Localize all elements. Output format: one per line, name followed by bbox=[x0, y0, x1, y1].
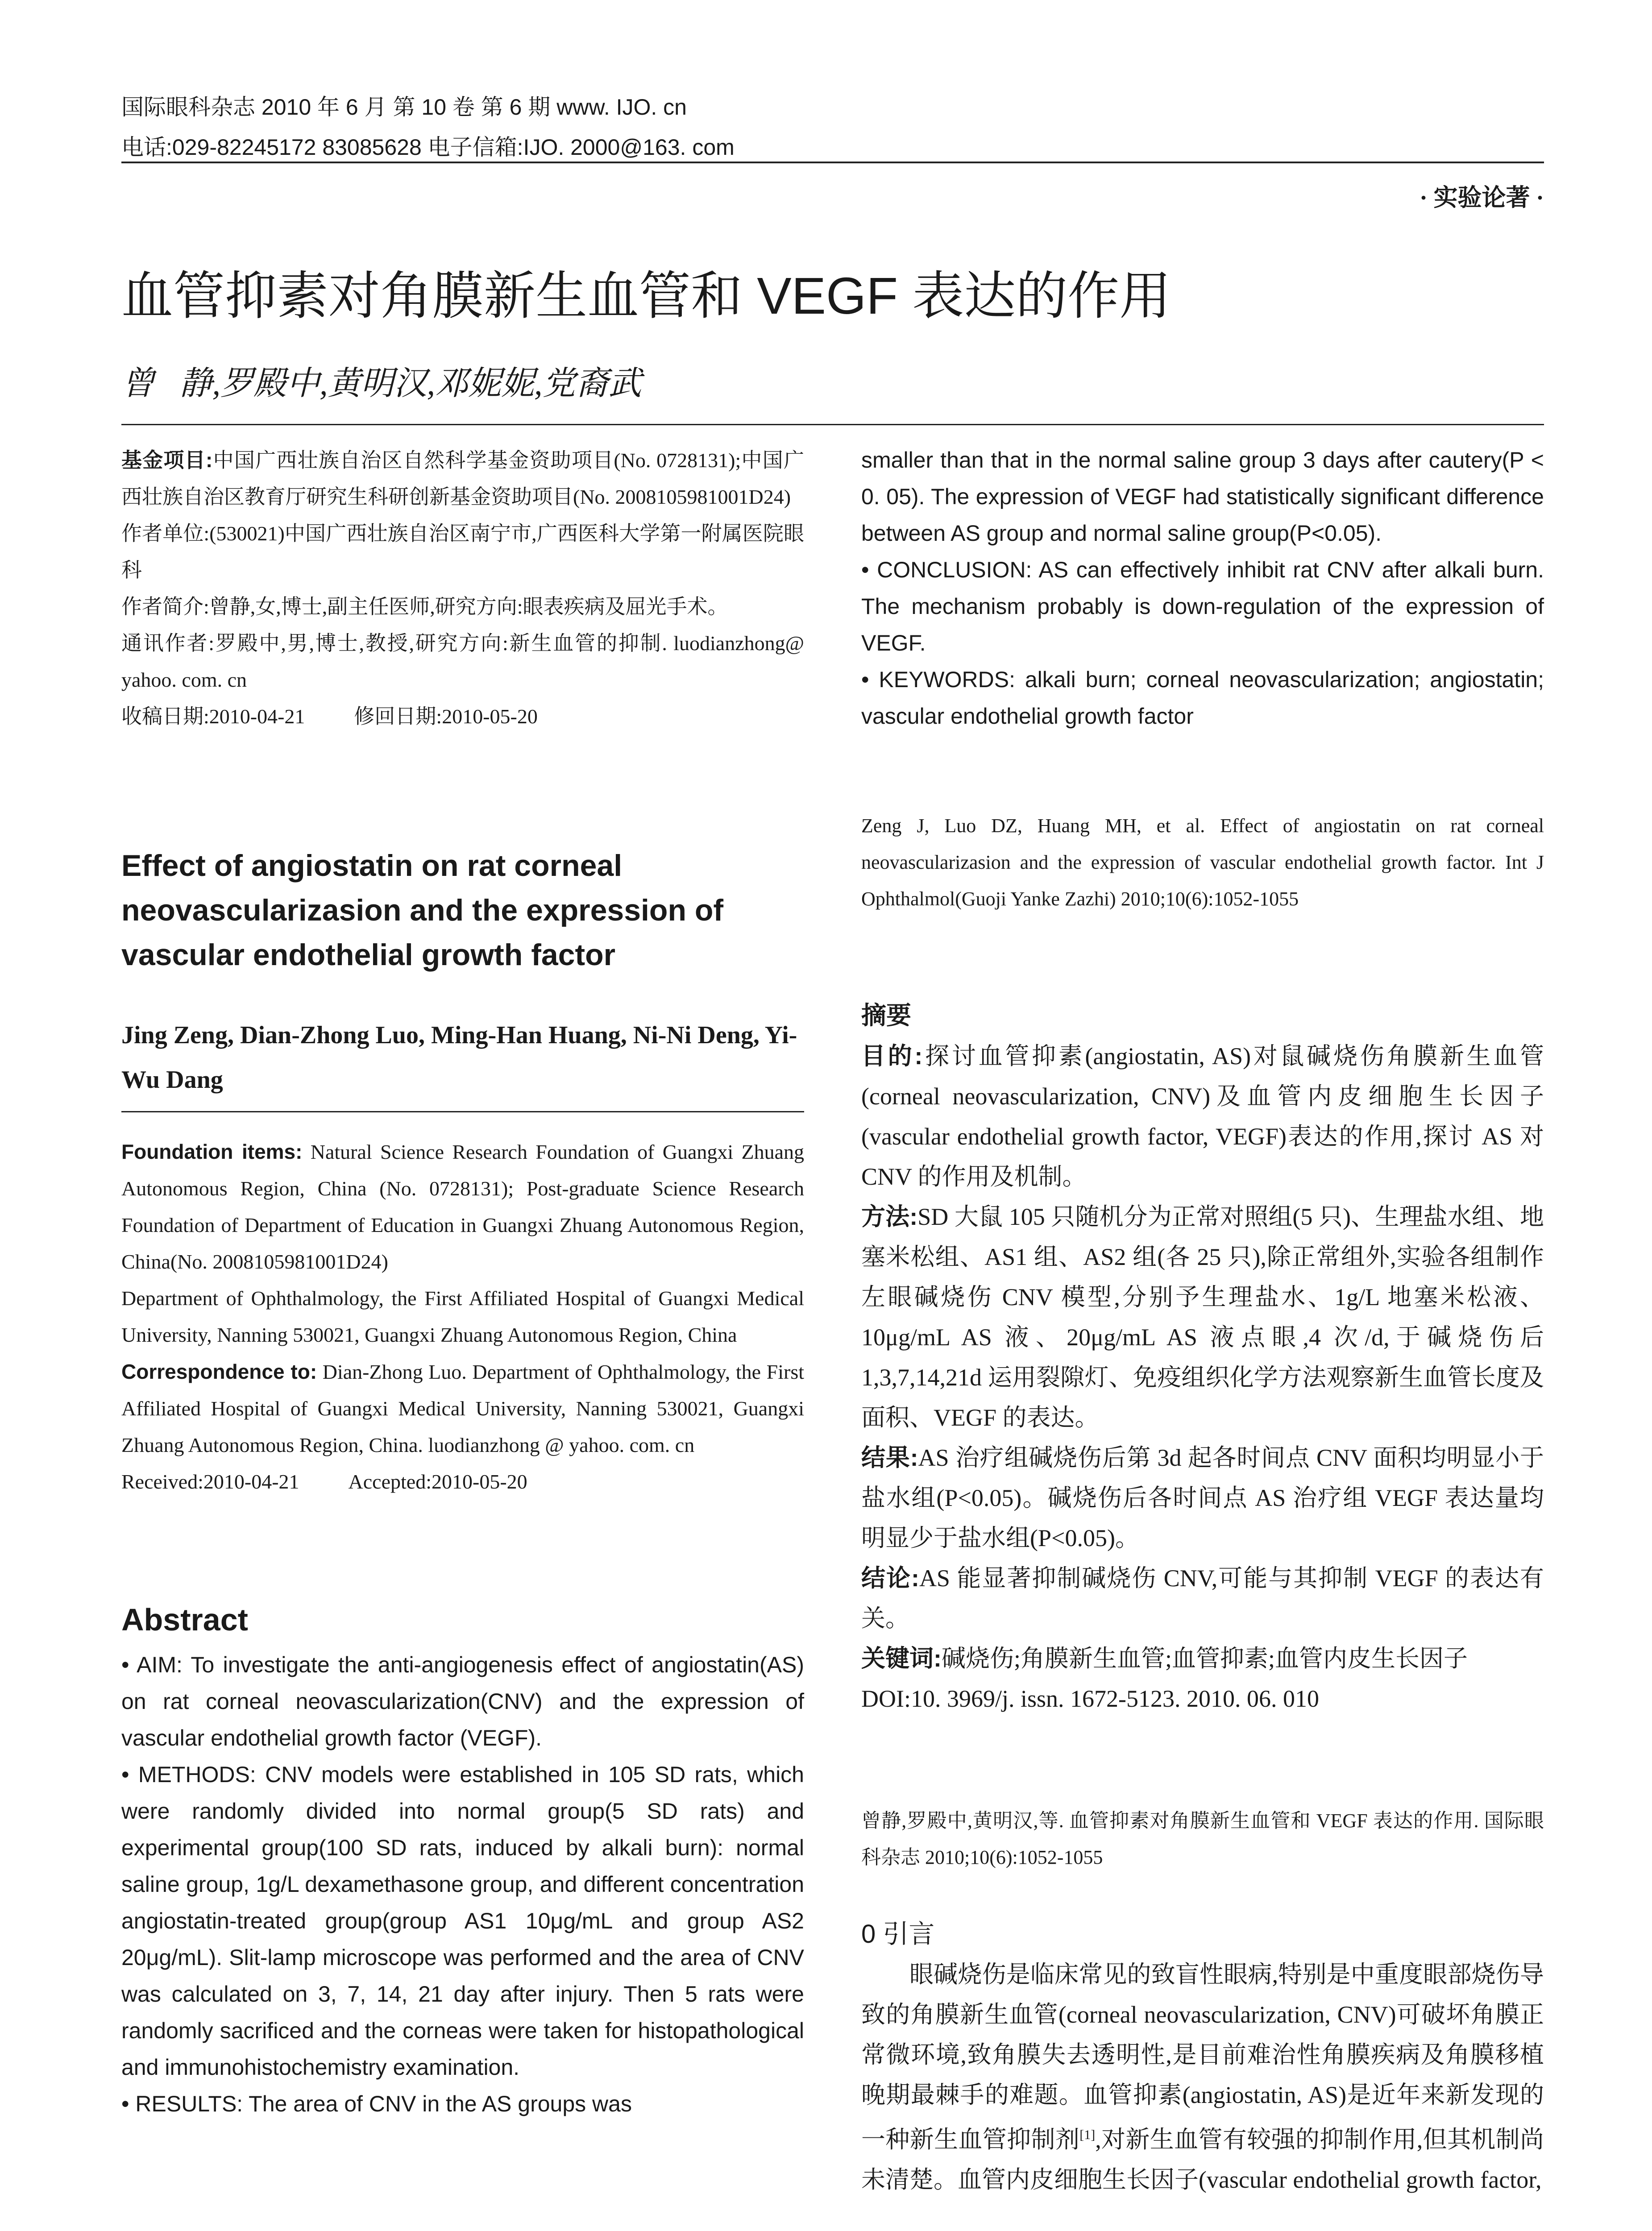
intro-paragraph: 眼碱烧伤是临床常见的致盲性眼病,特别是中重度眼部烧伤导致的角膜新生血管(corneal neovascularization, CNV)可破坏角膜正常微环境,致角膜失去透明性,是目前难治性角膜疾病及角膜移植晚期最棘手的难题。血管抑素(angiostatin, AS)是近年来新发现的一种新生血管抑制剂[1],对新生血管有较强的抑制作用,但其机制尚未清楚。血管内皮细胞生长因子(vascular endothelial growth factor, bbox=[861, 1961, 1544, 2193]
authors-zh: 曾 静,罗殿中,黄明汉,邓妮妮,党裔武 bbox=[121, 365, 642, 402]
article-meta-zh bbox=[121, 442, 804, 735]
abstract-conclusion-en: • CONCLUSION: AS can effectively inhibit rat CNV after alkali burn. The mechanism probably is down-regulation of the expression of VEGF. bbox=[861, 557, 1544, 655]
abstract-heading-zh: 摘要 bbox=[861, 1001, 911, 1029]
department-en: Department of Ophthalmology, the First Affiliated Hospital of Guangxi Medical University, Nanning 530021, Guangxi Zhuang Autonomous Region, China bbox=[121, 1287, 804, 1346]
abstract-results-zh: 结果:AS 治疗组碱烧伤后第 3d 起各时间点 CNV 面积均明显小于盐水组(P<0.05)。碱烧伤后各时间点 AS 治疗组 VEGF 表达量均明显少于盐水组(P<0.05)。 bbox=[861, 1444, 1544, 1551]
foundation-zh: 基金项目:中国广西壮族自治区自然科学基金资助项目(No. 0728131);中国广西壮族自治区教育厅研究生科研创新基金资助项目(No. 2008105981001D24) bbox=[121, 448, 804, 508]
authors-en-rule bbox=[121, 1111, 804, 1112]
intro-heading: 0 引言 bbox=[861, 1920, 935, 1949]
running-header-line2: 电话:029-82245172 83085628 电子信箱:IJO. 2000@163. com bbox=[121, 135, 735, 160]
introduction bbox=[861, 1914, 1544, 2200]
author-bio-zh: 作者简介:曾静,女,博士,副主任医师,研究方向:眼表疾病及屈光手术。 bbox=[121, 595, 728, 618]
article-meta-en bbox=[121, 1133, 804, 1500]
title-rule bbox=[121, 424, 1544, 425]
header-rule bbox=[121, 162, 1544, 163]
abstract-keywords-zh: 关键词:碱烧伤;角膜新生血管;血管抑素;血管内皮生长因子 bbox=[861, 1645, 1468, 1672]
citation-zh: 曾静,罗殿中,黄明汉,等. 血管抑素对角膜新生血管和 VEGF 表达的作用. 国际眼科杂志 2010;10(6):1052-1055 bbox=[861, 1810, 1544, 1868]
abstract-heading-en: Abstract bbox=[121, 1602, 248, 1637]
abstract-results-en-start: • RESULTS: The area of CNV in the AS groups was bbox=[121, 2091, 632, 2116]
running-header-line1: 国际眼科杂志 2010 年 6 月 第 10 卷 第 6 期 www. IJO. cn bbox=[121, 95, 687, 120]
section-label: · 实验论著 · bbox=[1419, 184, 1544, 211]
author-unit-zh: 作者单位:(530021)中国广西壮族自治区南宁市,广西医科大学第一附属医院眼科 bbox=[121, 522, 804, 581]
article-title-en: Effect of angiostatin on rat corneal neovascularizasion and the expression of vascular endothelial growth factor bbox=[121, 849, 724, 972]
article-title-zh: 血管抑素对角膜新生血管和 VEGF 表达的作用 bbox=[121, 267, 1171, 325]
correspondence-en: Correspondence to: Dian-Zhong Luo. Department of Ophthalmology, the First Affiliated Hospital of Guangxi Medical University, Nanning 530021, Guangxi Zhuang Autonomous Region, China. luodianzhong @ yahoo. com. cn bbox=[121, 1360, 804, 1456]
authors-en: Jing Zeng, Dian-Zhong Luo, Ming-Han Huang, Ni-Ni Deng, Yi-Wu Dang bbox=[121, 1021, 797, 1094]
abstract-aim-en: • AIM: To investigate the anti-angiogenesis effect of angiostatin(AS) on rat corneal neovascularization(CNV) and the expression of vascular endothelial growth factor (VEGF). bbox=[121, 1652, 804, 1750]
abstract-methods-en: • METHODS: CNV models were established in 105 SD rats, which were randomly divided into normal group(5 SD rats) and experimental group(100 SD rats, induced by alkali burn): normal saline group, 1g/L dexamethasone group, and different concentration angiostatin-treated group(group AS1 10μg/mL and group AS2 20μg/mL). Slit-lamp microscope was performed and the area of CNV was calculated on 3, 7, 14, 21 day after injury. Then 5 rats were randomly sacrificed and the corneas were taken for histopathological and immunohistochemistry examination. bbox=[121, 1762, 804, 2080]
abstract-conclusion-zh: 结论:AS 能显著抑制碱烧伤 CNV,可能与其抑制 VEGF 的表达有关。 bbox=[861, 1565, 1544, 1632]
corresponding-author-zh: 通讯作者:罗殿中,男,博士,教授,研究方向:新生血管的抑制. luodianzhong@ yahoo. com. cn bbox=[121, 632, 804, 691]
abstract-en-left bbox=[121, 1646, 804, 2122]
abstract-en-right bbox=[861, 442, 1544, 734]
abstract-results-en-cont: smaller than that in the normal saline group 3 days after cautery(P < 0. 05). The expression of VEGF had statistically significant difference between AS group and normal saline group(P<0.05). bbox=[861, 448, 1544, 546]
dates-en: Received:2010-04-21 Accepted:2010-05-20 bbox=[121, 1470, 527, 1493]
foundation-en: Foundation items: Natural Science Research Foundation of Guangxi Zhuang Autonomous Region, China (No. 0728131); Post-graduate Science Research Foundation of Department of Education in Guangxi Zhuang Autonomous Region, China(No. 2008105981001D24) bbox=[121, 1140, 804, 1273]
intro-reference: [1] bbox=[1079, 2127, 1096, 2142]
dates-zh: 收稿日期:2010-04-21 修回日期:2010-05-20 bbox=[121, 705, 538, 728]
abstract-zh bbox=[861, 995, 1544, 1719]
abstract-keywords-en: • KEYWORDS: alkali burn; corneal neovascularization; angiostatin; vascular endothelial growth factor bbox=[861, 667, 1544, 729]
abstract-aim-zh: 目的:探讨血管抑素(angiostatin, AS)对鼠碱烧伤角膜新生血管(corneal neovascularization, CNV)及血管内皮细胞生长因子(vascular endothelial growth factor, VEGF)表达的作用,探讨 AS 对 CNV 的作用及机制。 bbox=[861, 1043, 1544, 1190]
abstract-methods-zh: 方法:SD 大鼠 105 只随机分为正常对照组(5 只)、生理盐水组、地塞米松组、AS1 组、AS2 组(各 25 只),除正常组外,实验各组制作左眼碱烧伤 CNV 模型,分别予生理盐水、1g/L 地塞米松液、10μg/mL AS 液、20μg/mL AS 液点眼,4 次/d,于碱烧伤后 1,3,7,14,21d 运用裂隙灯、免疫组织化学方法观察新生血管长度及面积、VEGF 的表达。 bbox=[861, 1203, 1544, 1431]
citation-en: Zeng J, Luo DZ, Huang MH, et al. Effect of angiostatin on rat corneal neovascularizasion and the expression of vascular endothelial growth factor. Int J Ophthalmol(Guoji Yanke Zazhi) 2010;10(6):1052-1055 bbox=[861, 815, 1544, 910]
doi: DOI:10. 3969/j. issn. 1672-5123. 2010. 06. 010 bbox=[861, 1685, 1319, 1712]
